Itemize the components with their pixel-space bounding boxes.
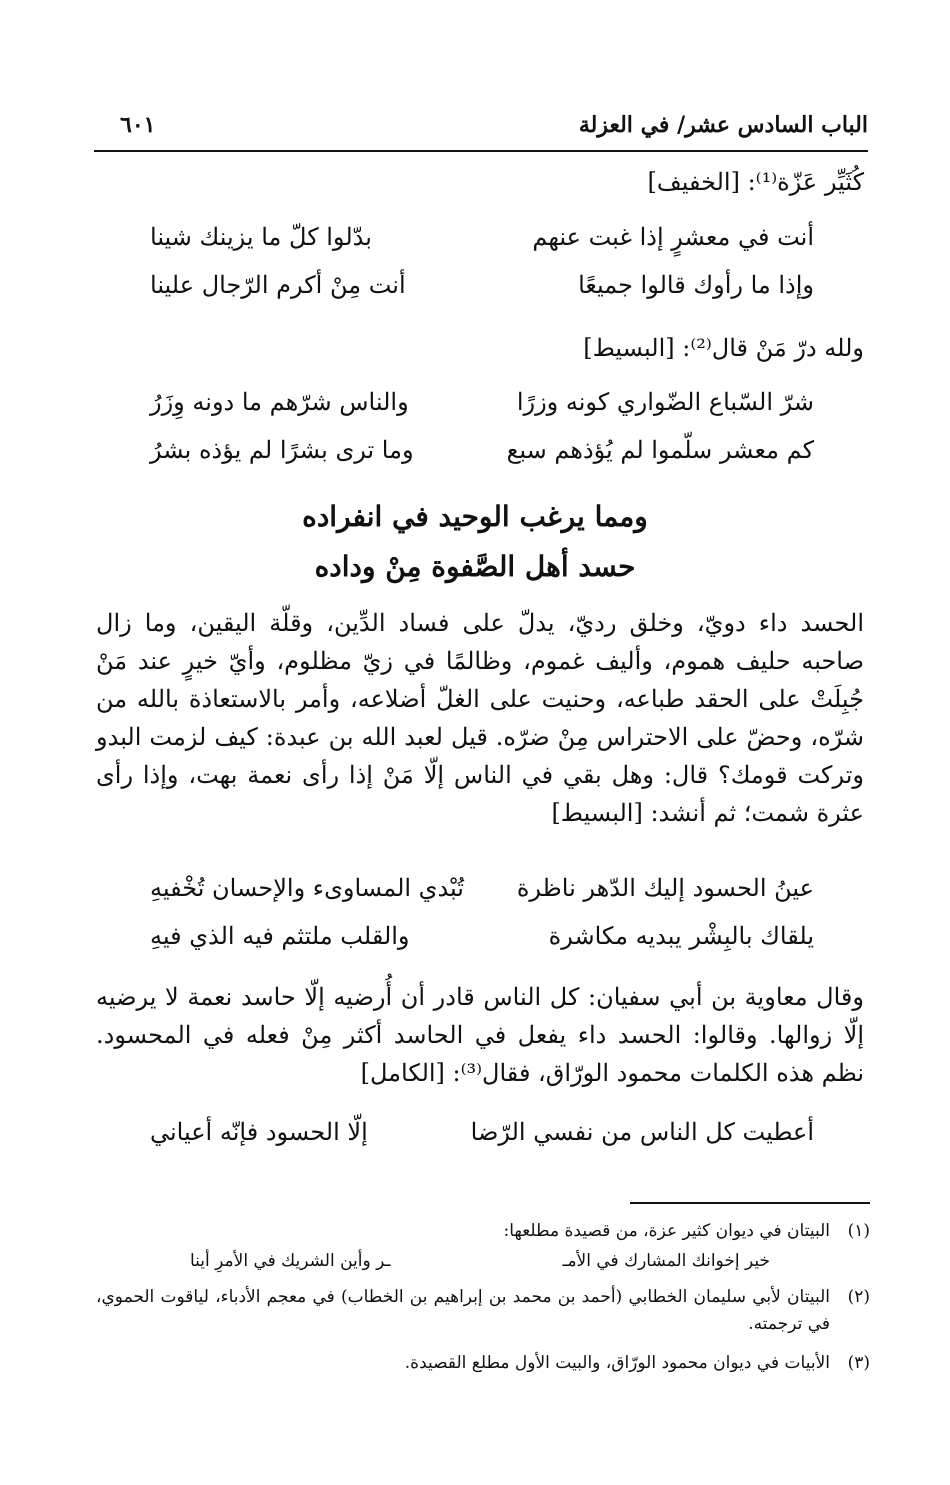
verse-first-hemistich: عينُ الحسود إليك الدّهر ناظرة (516, 874, 814, 902)
footnote (96, 1350, 870, 1377)
verse-first-hemistich: شرّ السّباع الضّواري كونه وزرًا (516, 388, 814, 416)
header-divider (94, 150, 868, 152)
verse-line (150, 223, 814, 263)
page-number: ٦٠١ (120, 112, 156, 138)
footnote-number: (٢) (847, 1287, 870, 1307)
verse-second-hemistich: أنت مِنْ أكرم الرّجال علينا (150, 271, 406, 299)
verse-second-hemistich: والقلب ملتثم فيه الذي فيهِ (150, 922, 410, 950)
verse-second-hemistich: وما ترى بشرًا لم يؤذه بشرُ (150, 436, 414, 464)
verse-line (150, 922, 814, 962)
verse-second-hemistich: ـر وأين الشريك في الأمرِ أينا (190, 1251, 391, 1271)
footnote (96, 1284, 870, 1338)
footnote-verse (190, 1251, 770, 1277)
verse-first-hemistich: كم معشر سلّموا لم يُؤذهم سبع (506, 436, 814, 464)
verse-line (150, 436, 814, 476)
footnote-text: البيتان لأبي سليمان الخطابي (أحمد بن محمد بن إبراهيم بن الخطاب) في معجم الأدباء، لياقوت الحموي، في ترجمته. (96, 1287, 830, 1334)
verse-second-hemistich: والناس شرّهم ما دونه وِزَرُ (150, 388, 409, 416)
verse-second-hemistich: بدّلوا كلّ ما يزينك شينا (150, 223, 372, 251)
verse-second-hemistich: تُبْدي المساوىء والإحسان تُخْفيهِ (150, 874, 464, 902)
poet-intro-line: ولله درّ مَنْ قال⁽²⁾: [البسيط] (583, 334, 864, 362)
verse-first-hemistich: أنت في معشرٍ إذا غبت عنهم (532, 223, 814, 251)
verse-line (150, 874, 814, 914)
footnote (96, 1218, 870, 1245)
verse-first-hemistich: يلقاك بالبِشْر يبديه مكاشرة (548, 922, 814, 950)
verse-line (150, 1118, 814, 1158)
verse-line (150, 271, 814, 311)
footnote-text: الأبيات في ديوان محمود الورّاق، والبيت الأول مطلع القصيدة. (404, 1353, 830, 1373)
verse-first-hemistich: خير إخوانك المشارك في الأمـ (562, 1251, 770, 1271)
running-header (120, 112, 868, 144)
paragraph: الحسد داء دويّ، وخلق رديّ، يدلّ على فساد الدِّين، وقلّة اليقين، وما زال صاحبه حليف هموم، وأليف غموم، وظالمًا في زيّ مظلوم، وأيّ خيرٍ عند مَنْ جُبِلَتْ على الحقد طباعه، وحنيت على الغلّ أضلاعه، وأمر بالاستعاذة بالله من شرّه، وحضّ على الاحتراس مِنْ ضرّه. قيل لعبد الله بن عبدة: كيف لزمت البدو وتركت قومك؟ قال: وهل بقي في الناس إلّا مَنْ إذا رأى نعمة بهت، وإذا رأى عثرة شمت؛ ثم أنشد: [البسيط] (96, 609, 864, 827)
verse-first-hemistich: وإذا ما رأوك قالوا جميعًا (578, 271, 814, 299)
chapter-title: الباب السادس عشر/ في العزلة (578, 112, 868, 138)
footnote-text: البيتان في ديوان كثير عزة، من قصيدة مطلعها: (503, 1221, 830, 1241)
verse-line (150, 388, 814, 428)
footnote-number: (١) (847, 1221, 870, 1241)
paragraph: وقال معاوية بن أبي سفيان: كل الناس قادر أن أُرضيه إلّا حاسد نعمة لا يرضيه إلّا زوالها. وقالوا: الحسد داء يفعل في الحاسد أكثر مِنْ فعله في المحسود. نظم هذه الكلمات محمود الورّاق، فقال⁽³⁾: [الكامل] (96, 983, 864, 1087)
footnote-number: (٣) (847, 1353, 870, 1373)
poet-intro-line: كُثَيِّر عَزّة⁽¹⁾: [الخفيف] (647, 168, 864, 196)
section-heading: ومما يرغب الوحيد في انفراده (302, 500, 648, 533)
verse-first-hemistich: أعطيت كل الناس من نفسي الرّضا (470, 1118, 814, 1146)
footnote-divider (630, 1202, 870, 1204)
section-subheading: حسد أهل الصَّفوة مِنْ وداده (314, 550, 636, 583)
verse-second-hemistich: إلّا الحسود فإنّه أعياني (150, 1118, 368, 1146)
